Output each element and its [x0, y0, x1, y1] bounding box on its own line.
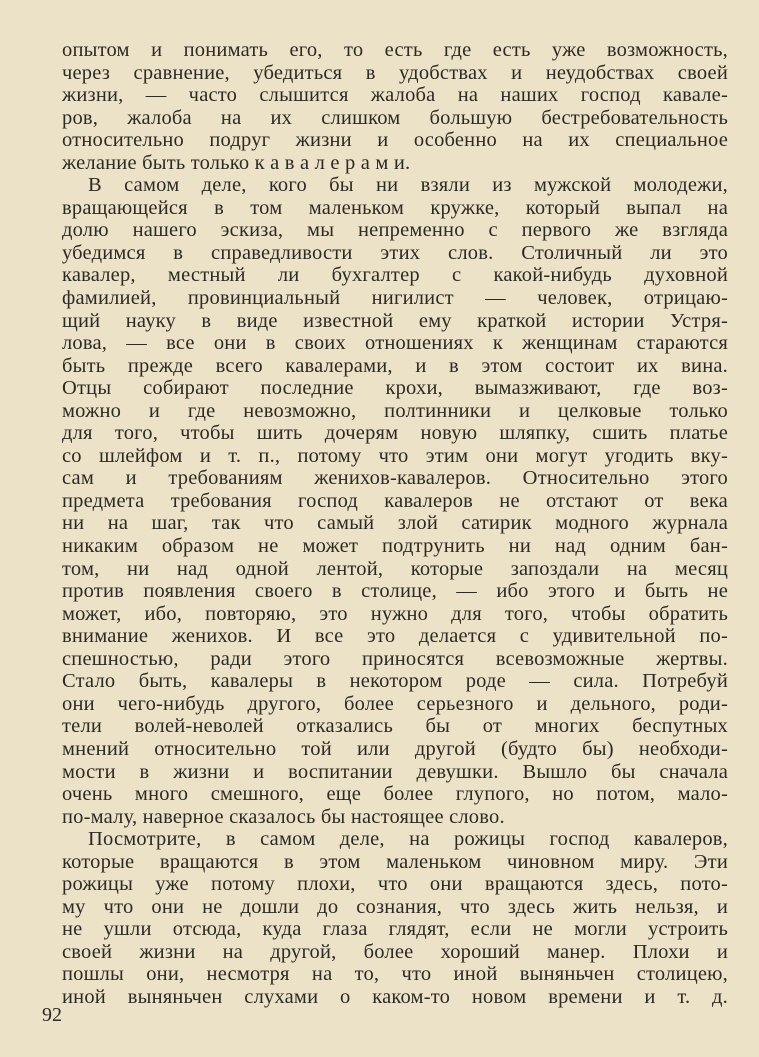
text-line: том, ни над одной лентой, которые запоздали на месяц	[62, 557, 728, 580]
text-line: Посмотрите, в самом деле, на рожицы господ кавалеров,	[88, 828, 728, 851]
text-line: относительно подруг жизни и особенно на их специальное	[62, 129, 728, 152]
text-line: ни на шаг, так что самый злой сатирик модного журнала	[62, 512, 728, 535]
text-line: му что они не дошли до сознания, что здесь жить нельзя, и	[62, 895, 728, 918]
page-number: 92	[42, 1004, 62, 1026]
text-line: желание быть только к а в а л е р а м и.	[62, 151, 411, 174]
text-line: опытом и понимать его, то есть где есть уже возможность,	[62, 39, 728, 61]
text-line: фамилией, провинциальный нигилист — человек, отрицаю-	[62, 287, 728, 310]
text-line: вращающейся в том маленьком кружке, который выпал на	[62, 196, 728, 219]
text-line: Отцы собирают последние крохи, вымазживают, где воз-	[62, 377, 728, 400]
text-line: со шлейфом и т. п., потому что этим они могут угодить вку-	[62, 444, 728, 467]
text-line: своей жизни на другой, более хороший манер. Плохи и	[62, 940, 728, 963]
text-line: убедимся в справедливости этих слов. Столичный ли это	[62, 241, 728, 264]
text-line: через сравнение, убедиться в удобствах и неудобствах своей	[62, 61, 728, 84]
text-line: мнений относительно той или другой (будто бы) необходи-	[62, 737, 728, 760]
text-line: долю нашего эскиза, мы непременно с первого же взгляда	[62, 219, 728, 242]
text-line: которые вращаются в этом маленьком чиновном миру. Эти	[62, 850, 728, 873]
text-line: спешностью, ради этого приносятся всевозможные жертвы.	[62, 647, 728, 670]
text-line: сам и требованиям женихов-кавалеров. Относительно этого	[62, 467, 728, 490]
text-line: быть прежде всего кавалерами, и в этом состоит их вина.	[62, 354, 728, 377]
text-line: В самом деле, кого бы ни взяли из мужской молодежи,	[88, 174, 728, 197]
text-line: пошлы они, несмотря на то, что иной выняньчен столицею,	[62, 963, 728, 986]
text-line: можно и где невозможно, полтинники и целковые только	[62, 399, 728, 422]
text-line: они чего-нибудь другого, более серьезного и дельного, роди-	[62, 692, 728, 715]
text-line: может, ибо, повторяю, это нужно для того, чтобы обратить	[62, 602, 728, 625]
text-line: жизни, — часто слышится жалоба на наших господ кавале-	[62, 84, 728, 107]
text-line: мости в жизни и воспитании девушки. Вышло бы сначала	[62, 760, 728, 783]
text-line: не ушли отсюда, куда глаза глядят, если не могли устроить	[62, 918, 728, 941]
text-line: Стало быть, кавалеры в некотором роде — сила. Потребуй	[62, 670, 728, 693]
text-line: щий науку в виде известной ему краткой истории Устря-	[62, 309, 728, 332]
text-line: кавалер, местный ли бухгалтер с какой-нибудь духовной	[62, 264, 728, 287]
text-line: иной выняньчен слухами о каком-то новом времени и т. д.	[62, 985, 728, 1008]
text-line: тели волей-неволей отказались бы от многих беспутных	[62, 715, 728, 738]
text-line: лова, — все они в своих отношениях к женщинам стараются	[62, 332, 728, 355]
text-line: внимание женихов. И все это делается с удивительной по-	[62, 625, 728, 648]
text-line: для того, чтобы шить дочерям новую шляпку, сшить платье	[62, 422, 728, 445]
text-line: предмета требования господ кавалеров не отстают от века	[62, 489, 728, 512]
text-line: против появления своего в столице, — ибо этого и быть не	[62, 580, 728, 603]
book-page-text	[62, 39, 728, 1009]
text-line: по-малу, наверное сказалось бы настоящее слово.	[62, 805, 505, 828]
text-line: никаким образом не может подтрунить ни над одним бан-	[62, 535, 728, 558]
text-line: рожицы уже потому плохи, что они вращаются здесь, пото-	[62, 873, 728, 896]
text-line: ров, жалоба на их слишком большую бестребовательность	[62, 106, 728, 129]
text-line: очень много смешного, еще более глупого, но потом, мало-	[62, 783, 728, 806]
